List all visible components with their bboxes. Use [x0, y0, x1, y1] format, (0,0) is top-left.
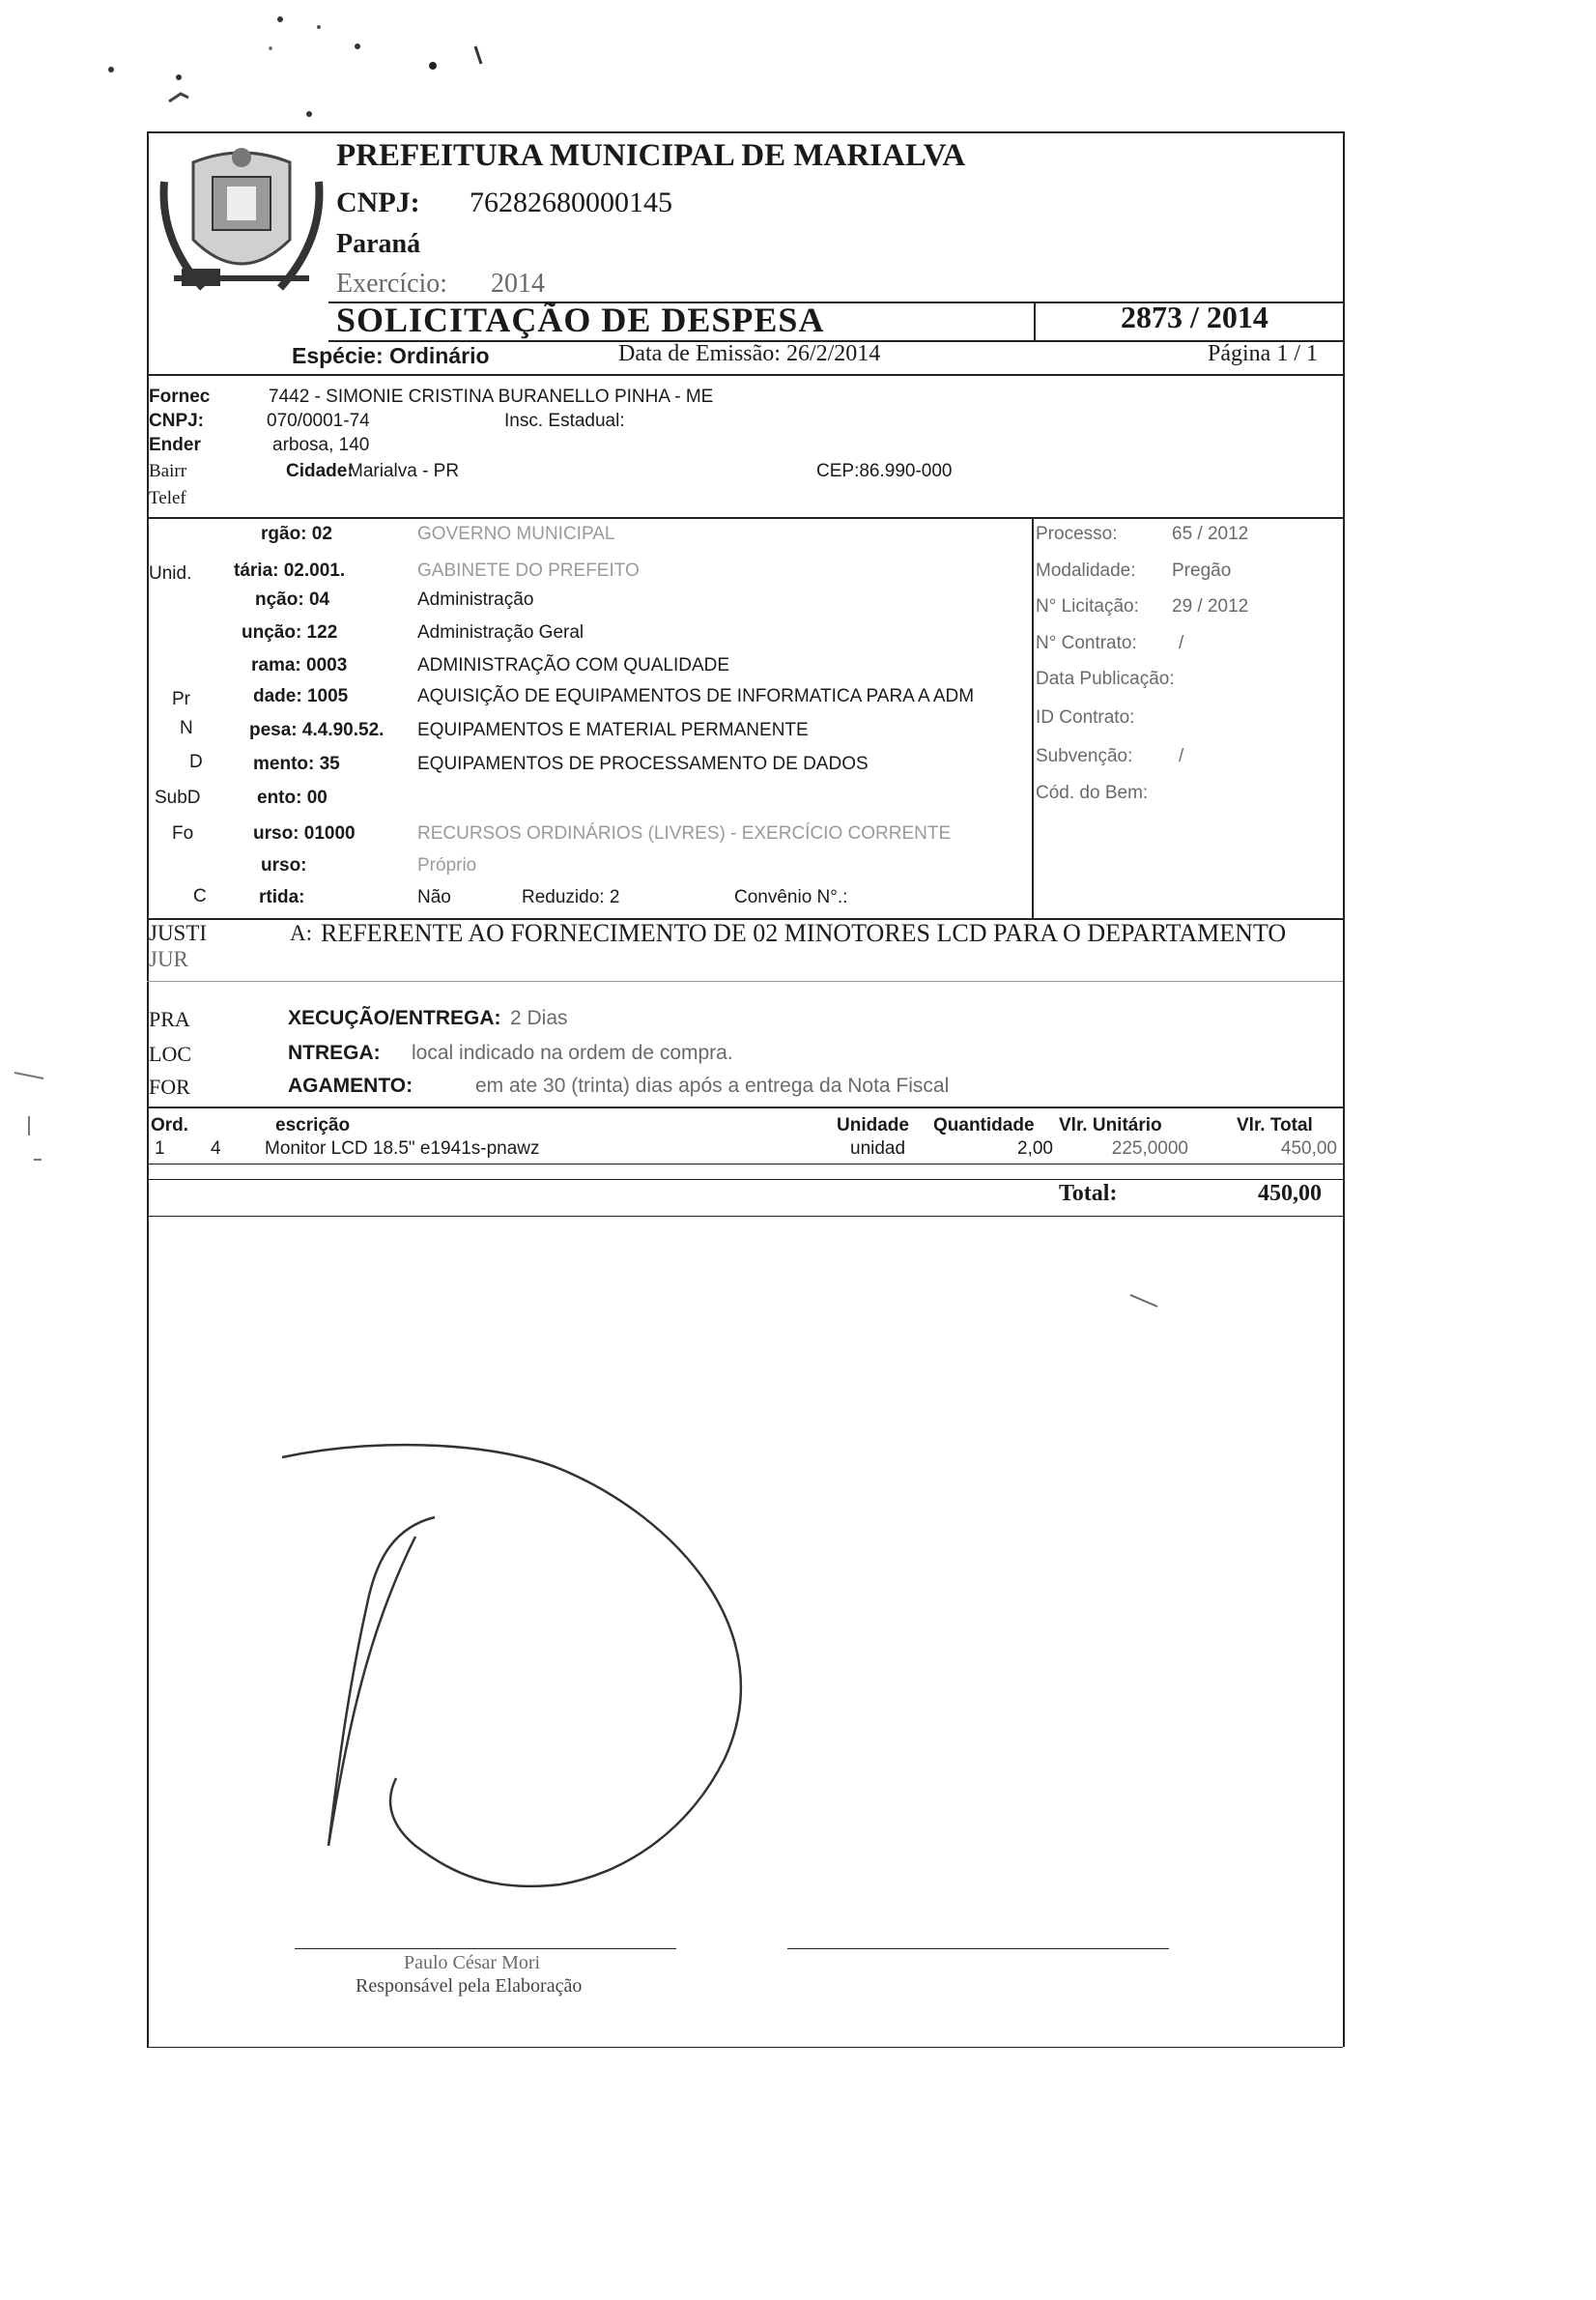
supplier-cep: CEP:86.990-000	[816, 461, 953, 481]
process-label: Processo:	[1036, 524, 1118, 544]
budget-value: EQUIPAMENTOS E MATERIAL PERMANENTE	[417, 720, 809, 740]
process-value: /	[1179, 633, 1184, 653]
justification-label-start: JUSTI	[149, 921, 208, 945]
cnpj-label: CNPJ:	[336, 187, 420, 218]
supplier-cnpj-label: CNPJ:	[149, 411, 205, 431]
unid-label: Unid.	[149, 563, 192, 584]
budget-value: ADMINISTRAÇÃO COM QUALIDADE	[417, 655, 730, 676]
item-total: 450,00	[1280, 1138, 1337, 1159]
budget-label: unção: 122	[242, 622, 338, 643]
term-value: em ate 30 (trinta) dias após a entrega da Nota Fiscal	[475, 1075, 950, 1097]
org-name: PREFEITURA MUNICIPAL DE MARIALVA	[336, 138, 966, 173]
header-unit-price: Vlr. Unitário	[1059, 1115, 1162, 1136]
budget-label: urso:	[261, 855, 307, 876]
state-registration-label: Insc. Estadual:	[504, 411, 625, 431]
budget-value: Não	[417, 887, 451, 907]
process-value: /	[1179, 746, 1184, 766]
coat-of-arms-logo	[155, 143, 328, 307]
header-ord: Ord.	[151, 1115, 189, 1136]
item-desc: Monitor LCD 18.5" e1941s-pnawz	[265, 1138, 540, 1159]
term-label: XECUÇÃO/ENTREGA:	[288, 1007, 501, 1029]
reduzido: Reduzido: 2	[522, 887, 620, 907]
term-label: AGAMENTO:	[288, 1075, 413, 1097]
process-value: 29 / 2012	[1172, 596, 1249, 617]
budget-label: rtida:	[259, 887, 305, 907]
process-label: Subvenção:	[1036, 746, 1133, 766]
page-number: Página 1 / 1	[1208, 341, 1318, 366]
proj-label: Pr	[172, 689, 190, 709]
budget-label: tária: 02.001.	[234, 561, 346, 581]
budget-label: mento: 35	[253, 754, 340, 774]
signer-name: Paulo César Mori	[404, 1952, 541, 1973]
process-label: ID Contrato:	[1036, 707, 1135, 728]
budget-label: pesa: 4.4.90.52.	[249, 720, 385, 740]
budget-label: rgão: 02	[261, 524, 332, 544]
item-unit: unidad	[850, 1138, 906, 1159]
process-label: N° Contrato:	[1036, 633, 1137, 653]
process-label: N° Licitação:	[1036, 596, 1139, 617]
item-unit-price: 225,0000	[1111, 1138, 1188, 1159]
header-unit: Unidade	[837, 1115, 909, 1136]
justification-line2: JUR	[149, 947, 188, 971]
budget-value: Administração	[417, 589, 534, 610]
budget-label: nção: 04	[255, 589, 330, 610]
convenio: Convênio N°.:	[734, 887, 848, 907]
margin-marks	[10, 1063, 58, 1169]
item-qty: 2,00	[1017, 1138, 1053, 1159]
total-label: Total:	[1059, 1181, 1118, 1206]
total-value: 450,00	[1258, 1181, 1322, 1206]
budget-value: Administração Geral	[417, 622, 584, 643]
budget-value: EQUIPAMENTOS DE PROCESSAMENTO DE DADOS	[417, 754, 869, 774]
issue-date: Data de Emissão: 26/2/2014	[618, 341, 881, 366]
supplier-district-label: Bairr	[149, 461, 187, 481]
term-value: 2 Dias	[510, 1007, 568, 1029]
subdetail-label: SubD	[155, 788, 201, 808]
supplier-city-value: Marialva - PR	[348, 461, 460, 481]
item-ord: 1	[155, 1138, 165, 1159]
term-value: local indicado na ordem de compra.	[412, 1042, 733, 1064]
header-description: escrição	[275, 1115, 351, 1136]
document-number: 2873 / 2014	[1121, 300, 1268, 334]
supplier-phone-label: Telef	[149, 488, 186, 508]
budget-value: GOVERNO MUNICIPAL	[417, 524, 615, 544]
item-code: 4	[211, 1138, 221, 1159]
header-total: Vlr. Total	[1237, 1115, 1313, 1136]
supplier-city-label: Cidade:	[286, 461, 354, 481]
budget-value: GABINETE DO PREFEITO	[417, 561, 640, 581]
detail-label: D	[189, 752, 203, 772]
process-value: Pregão	[1172, 561, 1232, 581]
process-label: Modalidade:	[1036, 561, 1136, 581]
term-prefix: PRA	[149, 1007, 190, 1031]
justification-text: REFERENTE AO FORNECIMENTO DE 02 MINOTORES LCD PARA O DEPARTAMENTO	[321, 919, 1287, 947]
term-prefix: LOC	[149, 1042, 191, 1066]
species: Espécie: Ordinário	[292, 343, 490, 368]
budget-label: dade: 1005	[253, 686, 349, 706]
term-prefix: FOR	[149, 1075, 190, 1099]
justification-label-end: A:	[290, 921, 312, 945]
supplier-name: 7442 - SIMONIE CRISTINA BURANELLO PINHA - ME	[269, 387, 714, 407]
cnpj-value: 76282680000145	[470, 187, 672, 218]
term-label: NTREGA:	[288, 1042, 381, 1064]
process-value: 65 / 2012	[1172, 524, 1249, 544]
budget-value: AQUISIÇÃO DE EQUIPAMENTOS DE INFORMATICA PARA A ADM	[417, 686, 975, 706]
budget-value: Próprio	[417, 855, 477, 876]
budget-label: ento: 00	[257, 788, 328, 808]
supplier-address-value: arbosa, 140	[272, 435, 370, 455]
scan-speckles	[97, 10, 502, 126]
supplier-cnpj-value: 070/0001-74	[267, 411, 370, 431]
budget-value: RECURSOS ORDINÁRIOS (LIVRES) - EXERCÍCIO CORRENTE	[417, 823, 952, 844]
exercise-label: Exercício:	[336, 269, 448, 299]
supplier-address-label: Ender	[149, 435, 201, 455]
fonte-label: Fo	[172, 823, 194, 844]
state-name: Paraná	[336, 229, 421, 259]
process-label: Cód. do Bem:	[1036, 783, 1149, 803]
c-label: C	[193, 886, 207, 906]
document-title: SOLICITAÇÃO DE DESPESA	[336, 301, 825, 339]
budget-label: urso: 01000	[253, 823, 356, 844]
signer-role: Responsável pela Elaboração	[356, 1975, 583, 1997]
process-label: Data Publicação:	[1036, 669, 1175, 689]
handwritten-signature	[271, 1440, 812, 1904]
scan-mark	[1128, 1293, 1167, 1312]
budget-label: rama: 0003	[251, 655, 348, 676]
exercise-value: 2014	[491, 269, 545, 299]
nature-label: N	[180, 718, 193, 738]
supplier-label: Fornec	[149, 387, 211, 407]
header-quantity: Quantidade	[933, 1115, 1035, 1136]
